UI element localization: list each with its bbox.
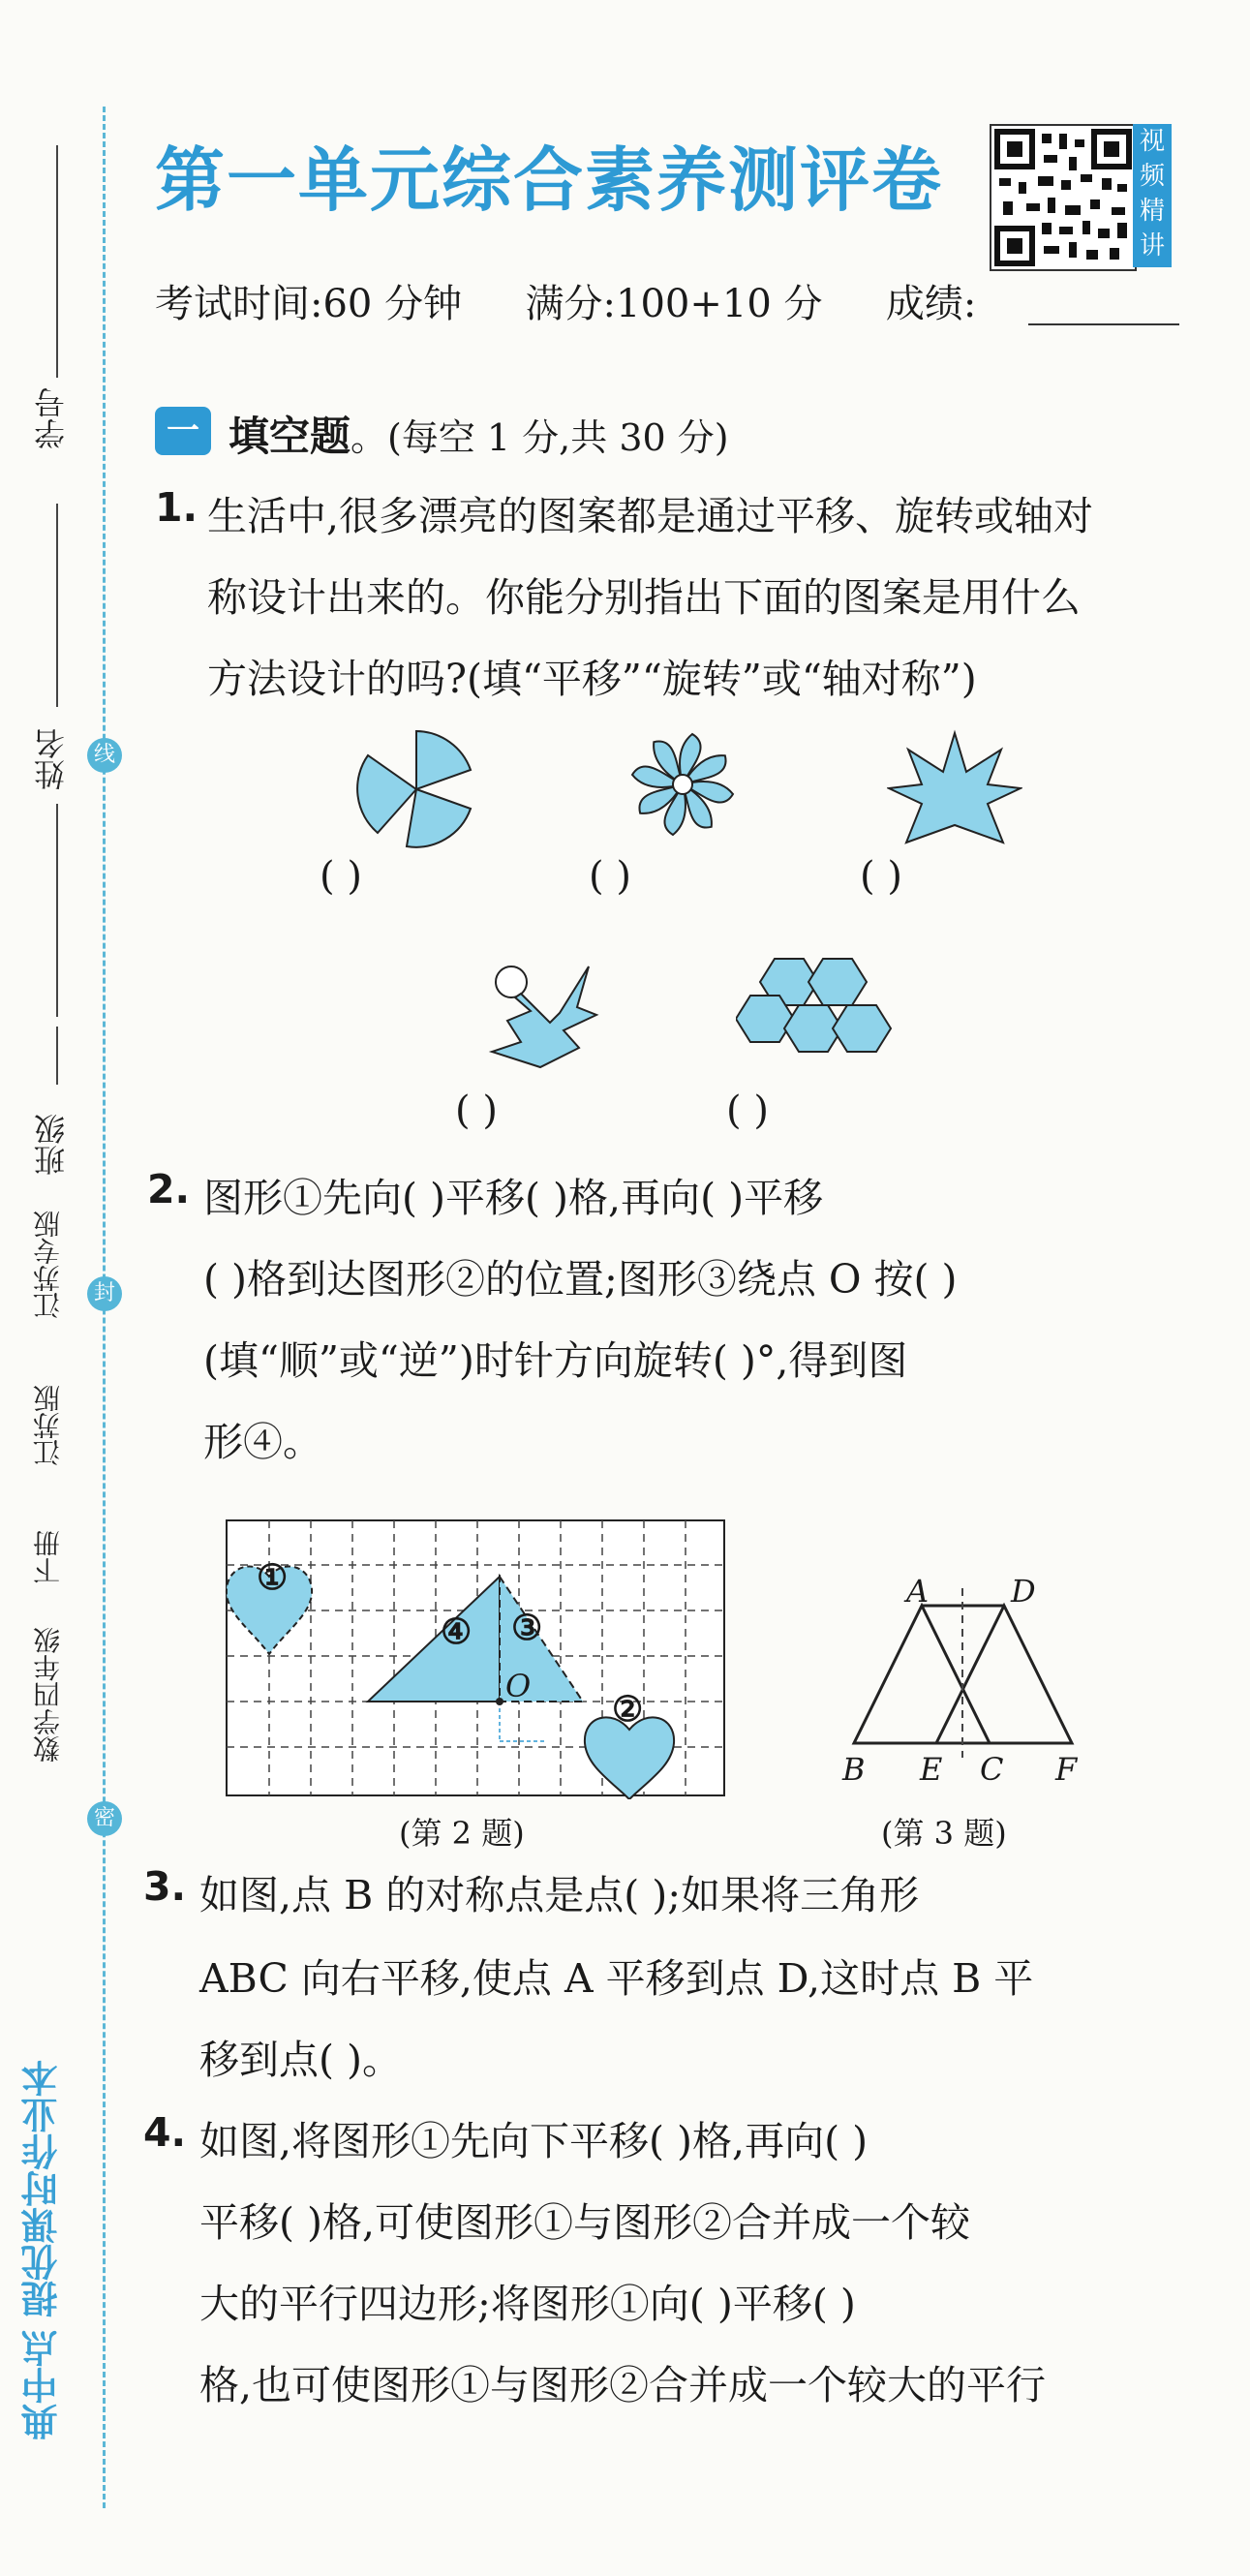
q1-blank-5[interactable]: ( ): [726, 1089, 769, 1133]
edition-short-label: 江苏版: [32, 1385, 64, 1466]
q1-line-2: 称设计出来的。你能分别指出下面的图案是用什么: [207, 574, 1081, 621]
bind-mark-seal: 封: [87, 1276, 122, 1311]
q2-line-2: ( )格到达图形②的位置;图形③绕点 O 按( ): [203, 1256, 958, 1303]
q3-caption: (第 3 题): [881, 1815, 1007, 1852]
section-note: 。(每空 1 分,共 30 分): [351, 416, 729, 459]
video-explain-tag[interactable]: 视频精讲: [1133, 124, 1172, 267]
student-id-label: 学号: [33, 387, 70, 449]
q1-line-3: 方法设计的吗?(填“平移”“旋转”或“轴对称”): [207, 656, 977, 702]
q3-triangle-figure: [844, 1588, 1096, 1763]
q2-line-3: (填“顺”或“逆”)时针方向旋转( )°,得到图: [203, 1337, 908, 1384]
section-badge: 一: [155, 407, 211, 455]
point-d: D: [1011, 1573, 1036, 1610]
section-title-text: 填空题: [229, 413, 351, 460]
point-c: C: [980, 1751, 1004, 1788]
q1-blank-2[interactable]: ( ): [589, 854, 631, 899]
page-title: 第一单元综合素养测评卷: [155, 139, 944, 221]
q1-blank-1[interactable]: ( ): [320, 854, 362, 899]
q1-blank-3[interactable]: ( ): [860, 854, 902, 899]
q2-line-4: 形④。: [203, 1419, 322, 1465]
q1-line-1: 生活中,很多漂亮的图案都是通过平移、旋转或轴对: [207, 493, 1094, 539]
shape-label-1: ①: [257, 1557, 289, 1598]
bind-mark-line: 线: [87, 738, 122, 773]
q1-blank-4[interactable]: ( ): [455, 1089, 498, 1133]
q2-number: 2.: [147, 1166, 191, 1212]
shape-label-3: ③: [511, 1608, 543, 1648]
q4-line-1: 如图,将图形①先向下平移( )格,再向( ): [199, 2118, 869, 2164]
class-label: 班级: [33, 1114, 70, 1176]
q4-line-3: 大的平行四边形;将图形①向( )平移( ): [199, 2281, 856, 2327]
q1-number: 1.: [155, 484, 198, 531]
name-underline-bottom: [56, 804, 58, 1017]
q4-line-4: 格,也可使图形①与图形②合并成一个较大的平行: [199, 2362, 1047, 2408]
point-a: A: [906, 1573, 930, 1610]
q2-line-1: 图形①先向( )平移( )格,再向( )平移: [203, 1175, 824, 1221]
score-label: 成绩:: [885, 282, 977, 326]
q3-line-2: ABC 向右平移,使点 A 平移到点 D,这时点 B 平: [199, 1955, 1034, 2002]
edition-label: 江苏专版: [32, 1211, 64, 1319]
name-underline-top: [56, 504, 58, 707]
volume-label: 下册: [32, 1530, 64, 1584]
class-underline: [56, 1027, 58, 1085]
hexagon-pattern-icon: [736, 949, 900, 1075]
anchor-pattern-icon: [482, 959, 608, 1075]
brand-logo: 典中点 提优课时作业本: [21, 2059, 64, 2440]
qr-pattern-icon: [991, 126, 1135, 269]
q3-line-1: 如图,点 B 的对称点是点( );如果将三角形: [199, 1872, 920, 1918]
exam-info: [155, 273, 976, 328]
point-o-label: O: [505, 1668, 532, 1704]
q4-line-2: 平移( )格,可使图形①与图形②合并成一个较: [199, 2199, 971, 2246]
point-e: E: [920, 1751, 943, 1788]
score-blank[interactable]: [1028, 323, 1179, 325]
maple-leaf-pattern-icon: [887, 728, 1022, 854]
full-score: 满分:100+10 分: [525, 282, 823, 326]
point-b: B: [842, 1751, 866, 1788]
qr-code[interactable]: [990, 124, 1137, 271]
grade-label: 数学四年级: [32, 1627, 64, 1763]
q3-line-3: 移到点( )。: [199, 2037, 403, 2083]
q2-grid-figure: [225, 1518, 728, 1799]
q4-number: 4.: [143, 2109, 187, 2156]
name-label: 姓名: [33, 728, 70, 790]
shape-label-2: ②: [612, 1689, 644, 1730]
bind-mark-secret: 密: [87, 1801, 122, 1836]
q2-caption: (第 2 题): [399, 1815, 525, 1852]
shape-label-4: ④: [441, 1611, 473, 1652]
id-underline: [56, 145, 58, 378]
point-f: F: [1055, 1751, 1078, 1788]
exam-time: 考试时间:60 分钟: [155, 282, 463, 326]
section-title: [229, 405, 729, 463]
q3-number: 3.: [143, 1863, 187, 1910]
flower-pattern-icon: [620, 726, 746, 843]
pinwheel-pattern-icon: [349, 726, 484, 852]
